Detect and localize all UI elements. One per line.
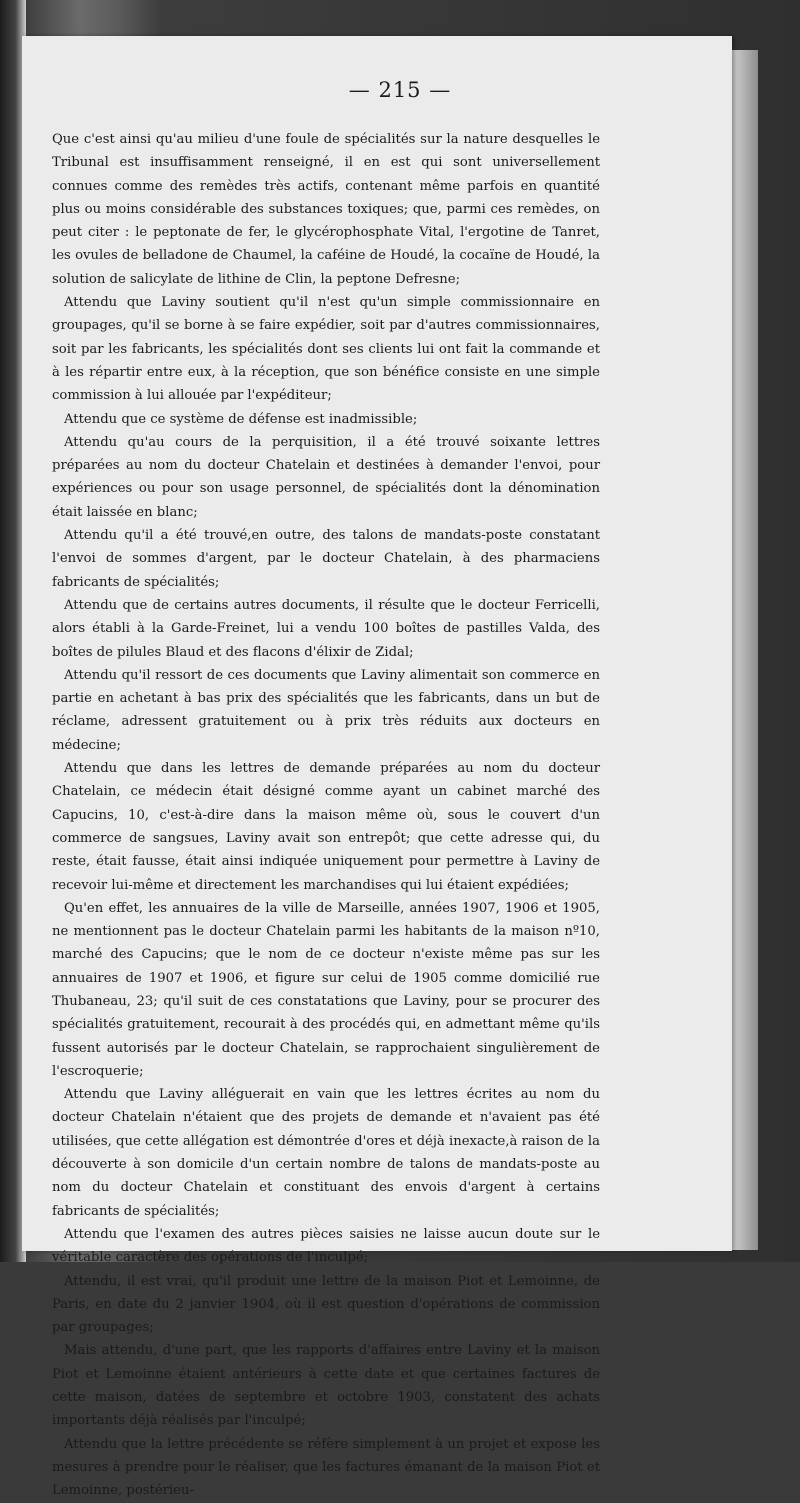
paragraph: Attendu qu'il a été trouvé,en outre, des talons de mandats-poste constatant l'envoi de sommes d'argent, par le docteur Chatelain, à des pharmaciens fabricants de spécialités; (52, 528, 600, 590)
paragraph: Qu'en effet, les annuaires de la ville de Marseille, années 1907, 1906 et 1905, ne mentionnent pas le docteur Chatelain parmi les habitants de la maison nº10, marché des Capucins; que le nom de ce docteur n'existe même pas sur les annuaires de 1907 et 1906, et figure sur celui de 1905 comme domicilié rue Thubaneau, 23; qu'il suit de ces constatations que Laviny, pour se procurer des spécialités gratuitement, recourait à des procédés qui, en admettant même qu'ils fussent autorisés par le docteur Chatelain, se rapprochaient singulièrement de l'escroquerie; (52, 900, 600, 1079)
paragraph: Que c'est ainsi qu'au milieu d'une foule de spécialités sur la nature desquelles le Tribunal est insuffisamment renseigné, il en est qui sont universellement connues comme des remèdes très actifs, contenant même parfois en quantité plus ou moins considérable des substances toxiques; que, parmi ces remèdes, on peut citer : le peptonate de fer, le glycérophosphate Vital, l'ergotine de Tanret, les ovules de belladone de Chaumel, la caféine de Houdé, la cocaïne de Houdé, la solution de salicylate de lithine de Clin, la peptone Defresne; (52, 132, 600, 287)
page-number: — 215 — (348, 78, 452, 102)
paragraph: Attendu que ce système de défense est inadmissible; (64, 411, 418, 427)
paragraph: Mais attendu, d'une part, que les rapports d'affaires entre Laviny et la maison Piot et Lemoinne étaient antérieurs à cette date et que certaines factures de cette maison, datées de septembre et octobre 1903, constatent des achats importants déjà réalisés par l'inculpé; (52, 1343, 600, 1429)
page-edge (728, 50, 758, 1250)
paragraph: Attendu que Laviny alléguerait en vain que les lettres écrites au nom du docteur Chatelain n'étaient que des projets de demande et n'avaient pas été utilisées, que cette allégation est démontrée d'ores et déjà inexacte,à raison de la découverte à son domicile d'un certain nombre de talons de mandats-poste au nom du docteur Chatelain et constituant des envois d'argent à certains fabricants de spécialités; (52, 1087, 600, 1219)
paragraph: Attendu que dans les lettres de demande préparées au nom du docteur Chatelain, ce médecin était désigné comme ayant un cabinet marché des Capucins, 10, c'est-à-dire dans la maison même où, sous le couvert d'un commerce de sangsues, Laviny avait son entrepôt; que cette adresse qui, du reste, était fausse, était ainsi indiquée uniquement pour permettre à Laviny de recevoir lui-même et directement les marchandises qui lui étaient expédiées; (52, 761, 600, 893)
body-text (52, 128, 600, 1503)
paragraph: Attendu que l'examen des autres pièces saisies ne laisse aucun doute sur le véritable caractère des opérations de l'inculpé; (52, 1226, 600, 1266)
paragraph: Attendu, il est vrai, qu'il produit une lettre de la maison Piot et Lemoinne, de Paris, en date du 2 janvier 1904, où il est question d'opérations de commission par groupages; (52, 1273, 600, 1336)
paragraph: Attendu que de certains autres documents, il résulte que le docteur Ferricelli, alors établi à la Garde-Freinet, lui a vendu 100 boîtes de pastilles Valda, des boîtes de pilules Blaud et des flacons d'élixir de Zidal; (52, 597, 600, 660)
paragraph: Attendu qu'il ressort de ces documents que Laviny alimentait son commerce en partie en achetant à bas prix des spécialités que les fabricants, dans un but de réclame, adressent gratuitement ou à prix très réduits aux docteurs en médecine; (52, 667, 600, 753)
paragraph: Attendu que la lettre précédente se réfère simplement à un projet et expose les mesures à prendre pour le réaliser, que les factures émanant de la maison Piot et Lemoinne, postérieu- (52, 1436, 600, 1499)
paragraph: Attendu qu'au cours de la perquisition, il a été trouvé soixante lettres préparées au nom du docteur Chatelain et destinées à demander l'envoi, pour expériences ou pour son usage personnel, de spécialités dont la dénomination était laissée en blanc; (52, 434, 600, 520)
paragraph: Attendu que Laviny soutient qu'il n'est qu'un simple commissionnaire en groupages, qu'il se borne à se faire expédier, soit par d'autres commissionnaires, soit par les fabricants, les spécialités dont ses clients lui ont fait la commande et à les répartir entre eux, à la réception, que son bénéfice consiste en une simple commission à lui allouée par l'expéditeur; (52, 295, 600, 404)
